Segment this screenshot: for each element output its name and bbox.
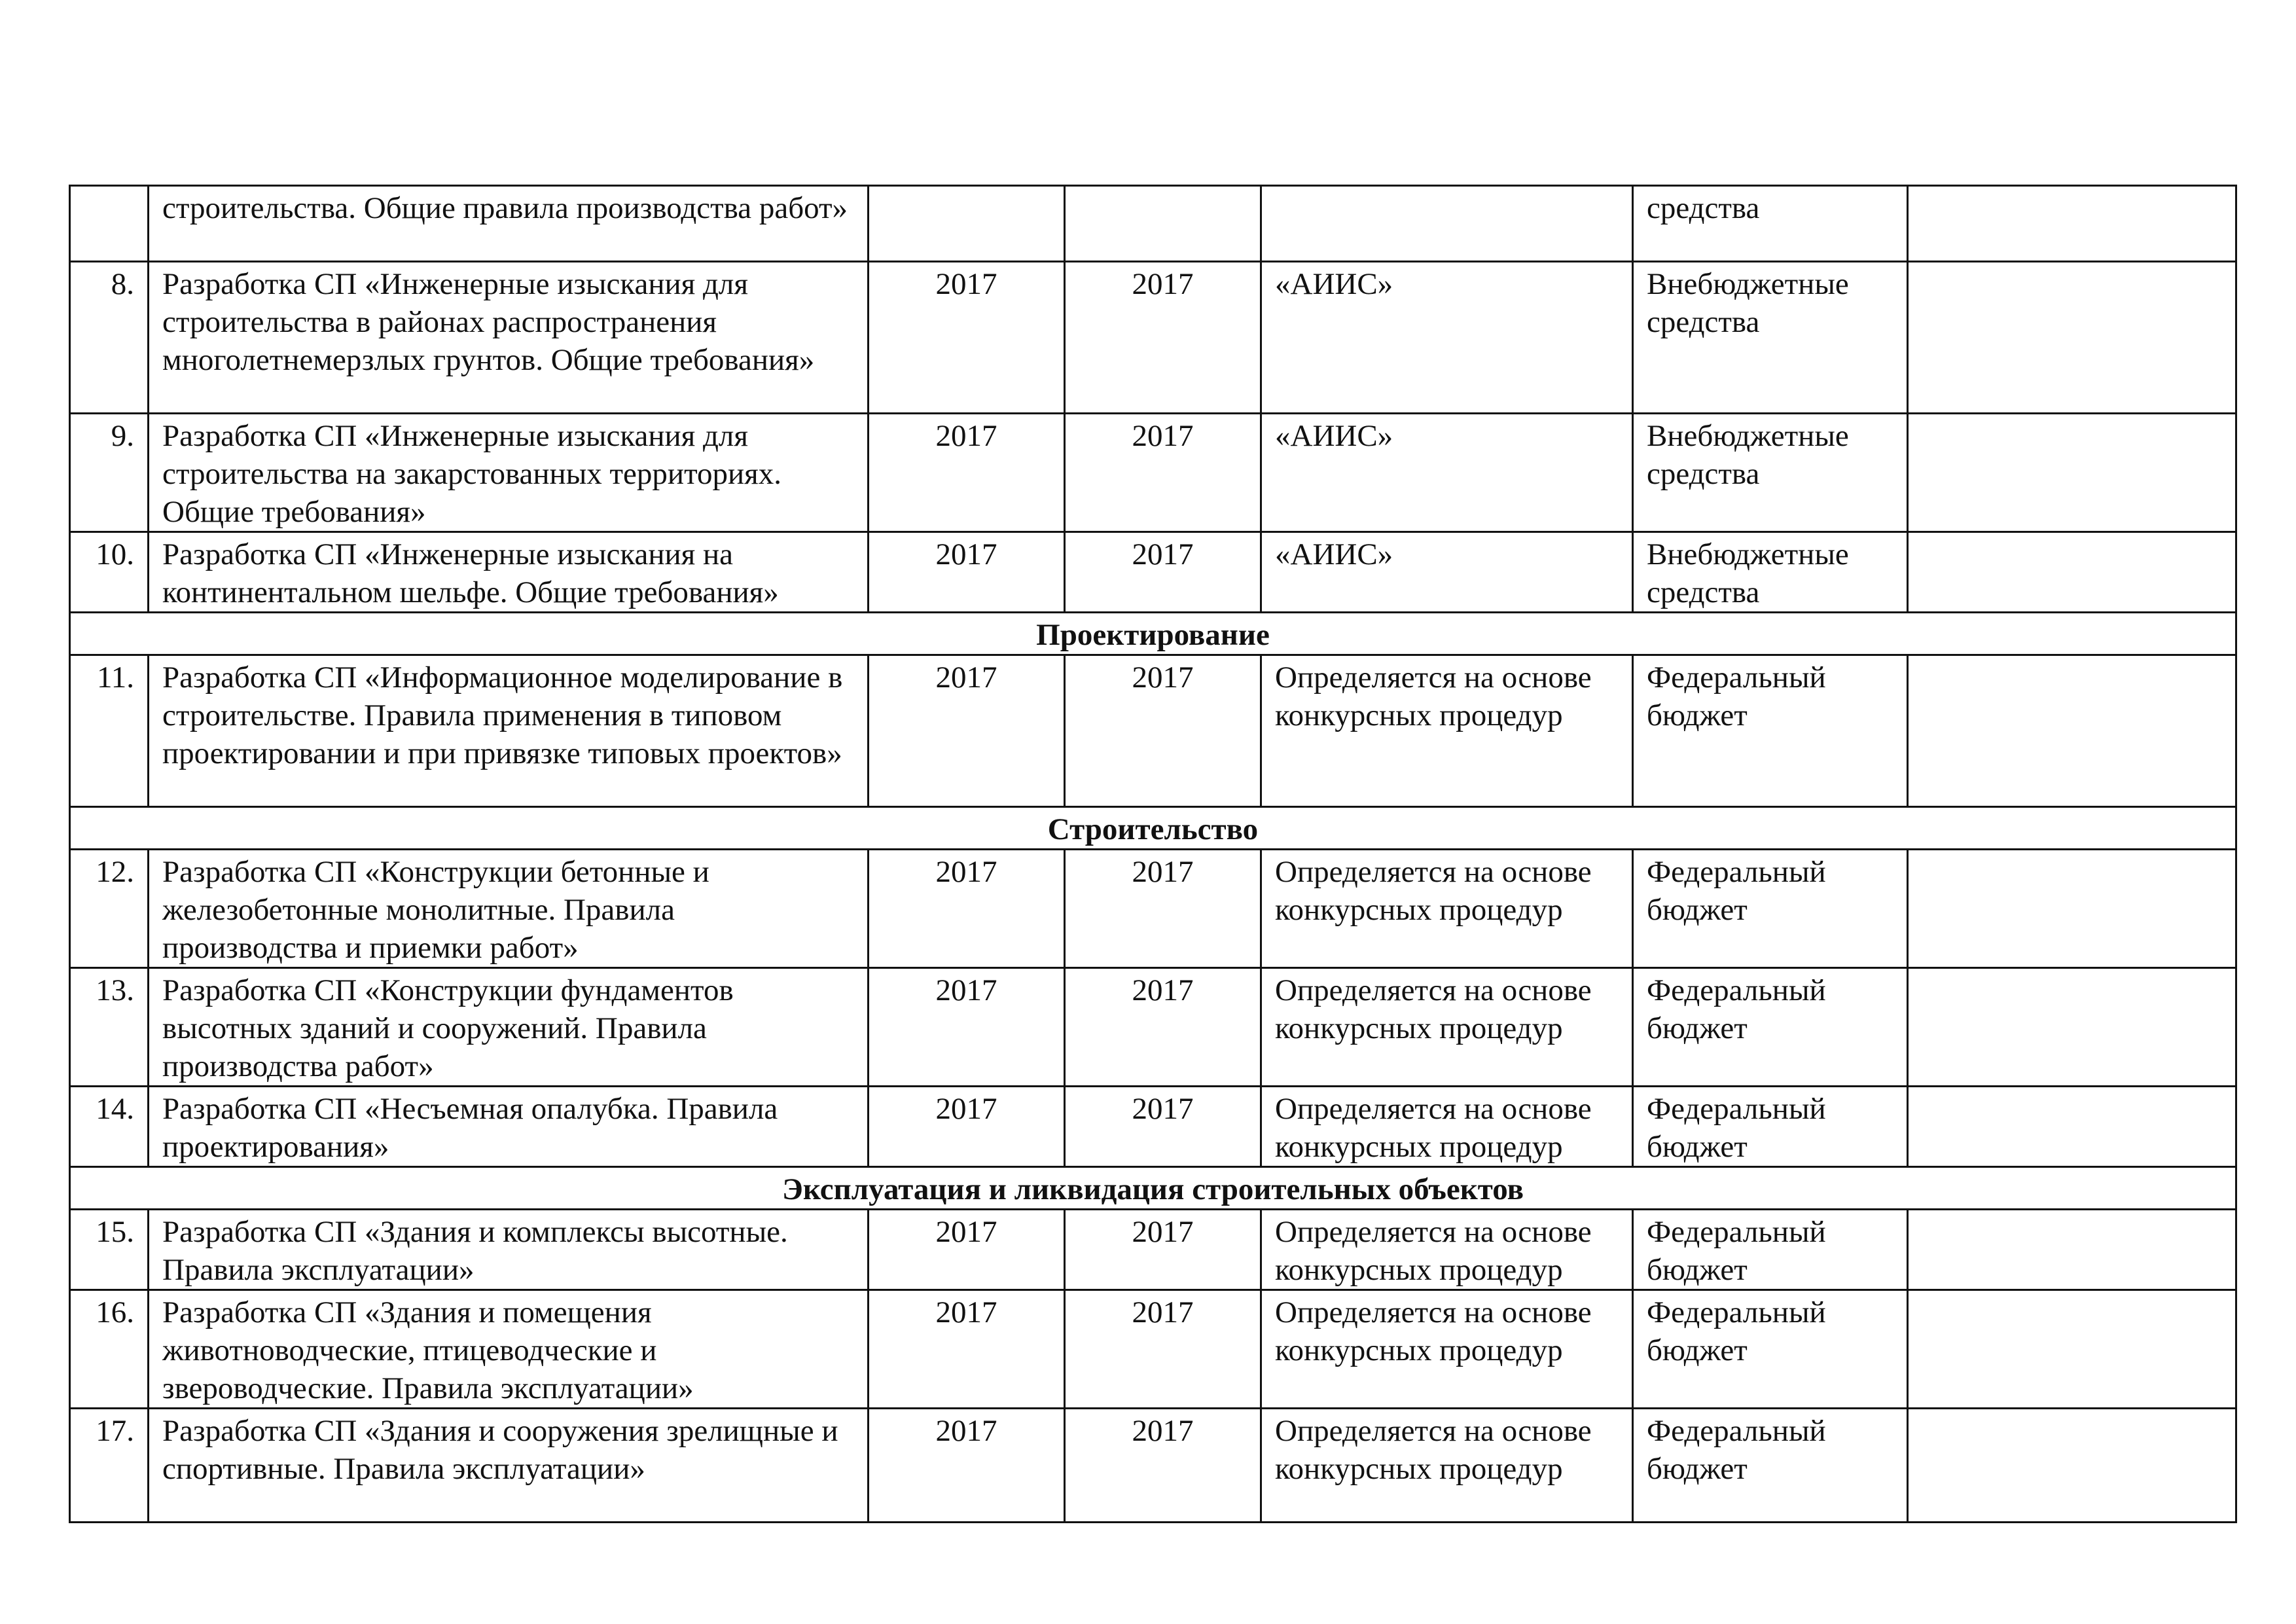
cell-end-year: 2017 — [1065, 1290, 1261, 1409]
cell-start-year: 2017 — [869, 532, 1065, 613]
cell-executor: Определяется на основе конкурсных процедур — [1261, 1210, 1633, 1290]
table-row — [70, 1409, 2236, 1523]
cell-note — [1908, 1290, 2236, 1409]
table-row — [70, 262, 2236, 414]
cell-title: Разработка СП «Здания и комплексы высотные. Правила эксплуатации» — [149, 1210, 869, 1290]
cell-funding: Федеральный бюджет — [1633, 1409, 1908, 1523]
cell-note — [1908, 262, 2236, 414]
table-row — [70, 1087, 2236, 1167]
cell-number: 15. — [70, 1210, 149, 1290]
cell-title: Разработка СП «Здания и помещения животноводческие, птицеводческие и звероводческие. Правила эксплуатации» — [149, 1290, 869, 1409]
cell-end-year: 2017 — [1065, 1409, 1261, 1523]
cell-note — [1908, 1210, 2236, 1290]
table-row — [70, 1290, 2236, 1409]
cell-number: 14. — [70, 1087, 149, 1167]
cell-title: Разработка СП «Инженерные изыскания на континентальном шельфе. Общие требования» — [149, 532, 869, 613]
cell-funding: Федеральный бюджет — [1633, 968, 1908, 1087]
cell-executor: «АИИС» — [1261, 532, 1633, 613]
cell-title: Разработка СП «Инженерные изыскания для строительства в районах распространения многолетнемерзлых грунтов. Общие требования» — [149, 262, 869, 414]
cell-end-year: 2017 — [1065, 850, 1261, 968]
cell-executor: Определяется на основе конкурсных процедур — [1261, 850, 1633, 968]
cell-note — [1908, 1409, 2236, 1523]
table-row — [70, 1210, 2236, 1290]
cell-executor: «АИИС» — [1261, 414, 1633, 532]
cell-note — [1908, 655, 2236, 807]
cell-number: 16. — [70, 1290, 149, 1409]
section-heading: Проектирование — [70, 613, 2236, 655]
table-row — [70, 968, 2236, 1087]
cell-funding: Внебюджетные средства — [1633, 532, 1908, 613]
cell-end-year: 2017 — [1065, 262, 1261, 414]
cell-number: 12. — [70, 850, 149, 968]
cell-number: 10. — [70, 532, 149, 613]
cell-funding: Федеральный бюджет — [1633, 1290, 1908, 1409]
table-row — [70, 532, 2236, 613]
cell-start-year: 2017 — [869, 968, 1065, 1087]
section-row-operation — [70, 1167, 2236, 1210]
cell-executor: «АИИС» — [1261, 262, 1633, 414]
section-heading: Эксплуатация и ликвидация строительных объектов — [70, 1167, 2236, 1210]
cell-note — [1908, 850, 2236, 968]
cell-note — [1908, 1087, 2236, 1167]
table-row-continuation — [70, 186, 2236, 262]
cell-start-year: 2017 — [869, 414, 1065, 532]
cell-start-year: 2017 — [869, 262, 1065, 414]
cell-note — [1908, 414, 2236, 532]
cell-end-year: 2017 — [1065, 1210, 1261, 1290]
section-row-construction — [70, 807, 2236, 850]
table-row — [70, 414, 2236, 532]
cell-executor: Определяется на основе конкурсных процедур — [1261, 968, 1633, 1087]
table-row — [70, 850, 2236, 968]
cell-title: Разработка СП «Конструкции бетонные и железобетонные монолитные. Правила производства и приемки работ» — [149, 850, 869, 968]
cell-start-year: 2017 — [869, 655, 1065, 807]
cell-end-year: 2017 — [1065, 532, 1261, 613]
cell-start-year — [869, 186, 1065, 262]
cell-executor: Определяется на основе конкурсных процедур — [1261, 1290, 1633, 1409]
cell-end-year: 2017 — [1065, 414, 1261, 532]
cell-executor: Определяется на основе конкурсных процедур — [1261, 1087, 1633, 1167]
cell-title: строительства. Общие правила производства работ» — [149, 186, 869, 262]
section-row-design — [70, 613, 2236, 655]
cell-funding: Федеральный бюджет — [1633, 655, 1908, 807]
cell-number: 9. — [70, 414, 149, 532]
cell-title: Разработка СП «Инженерные изыскания для строительства на закарстованных территориях. Общие требования» — [149, 414, 869, 532]
cell-start-year: 2017 — [869, 1290, 1065, 1409]
cell-funding: средства — [1633, 186, 1908, 262]
cell-number — [70, 186, 149, 262]
cell-end-year — [1065, 186, 1261, 262]
cell-end-year: 2017 — [1065, 655, 1261, 807]
cell-number: 8. — [70, 262, 149, 414]
cell-end-year: 2017 — [1065, 1087, 1261, 1167]
cell-start-year: 2017 — [869, 1087, 1065, 1167]
table-row — [70, 655, 2236, 807]
cell-start-year: 2017 — [869, 1210, 1065, 1290]
cell-funding: Федеральный бюджет — [1633, 1210, 1908, 1290]
cell-number: 11. — [70, 655, 149, 807]
cell-number: 13. — [70, 968, 149, 1087]
cell-number: 17. — [70, 1409, 149, 1523]
cell-title: Разработка СП «Несъемная опалубка. Правила проектирования» — [149, 1087, 869, 1167]
cell-note — [1908, 186, 2236, 262]
cell-start-year: 2017 — [869, 1409, 1065, 1523]
cell-note — [1908, 532, 2236, 613]
cell-funding: Федеральный бюджет — [1633, 1087, 1908, 1167]
cell-executor: Определяется на основе конкурсных процедур — [1261, 655, 1633, 807]
cell-start-year: 2017 — [869, 850, 1065, 968]
cell-end-year: 2017 — [1065, 968, 1261, 1087]
cell-title: Разработка СП «Здания и сооружения зрелищные и спортивные. Правила эксплуатации» — [149, 1409, 869, 1523]
cell-funding: Внебюджетные средства — [1633, 262, 1908, 414]
cell-funding: Федеральный бюджет — [1633, 850, 1908, 968]
plan-table — [69, 185, 2237, 1523]
cell-title: Разработка СП «Конструкции фундаментов высотных зданий и сооружений. Правила производства работ» — [149, 968, 869, 1087]
cell-note — [1908, 968, 2236, 1087]
cell-funding: Внебюджетные средства — [1633, 414, 1908, 532]
section-heading: Строительство — [70, 807, 2236, 850]
cell-executor: Определяется на основе конкурсных процедур — [1261, 1409, 1633, 1523]
cell-executor — [1261, 186, 1633, 262]
cell-title: Разработка СП «Информационное моделирование в строительстве. Правила применения в типовом проектировании и при привязке типовых проектов» — [149, 655, 869, 807]
